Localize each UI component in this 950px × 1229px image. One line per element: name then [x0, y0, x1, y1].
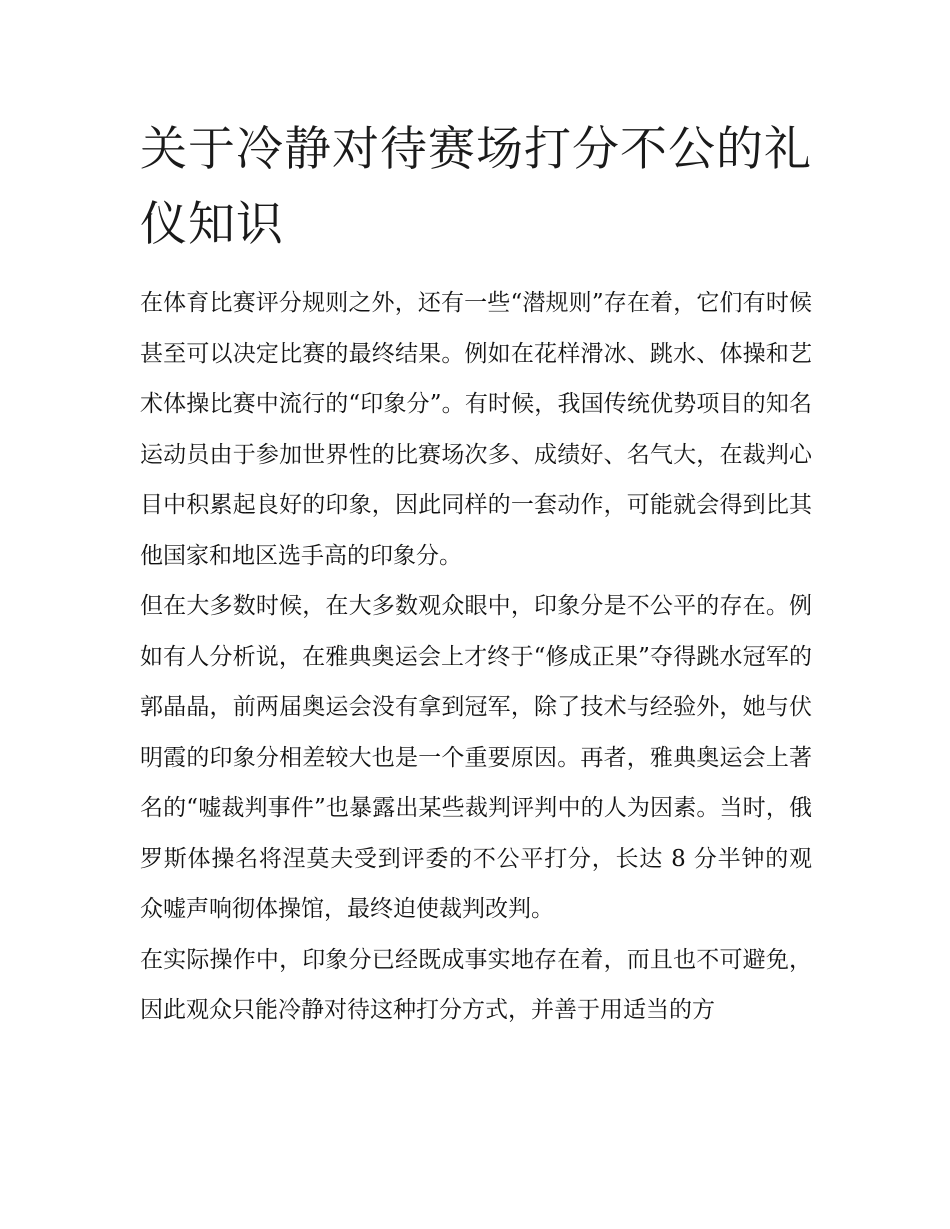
paragraph-2: 但在大多数时候，在大多数观众眼中，印象分是不公平的存在。例如有人分析说，在雅典奥运会上才终于“修成正果”夺得跳水冠军的郭晶晶，前两届奥运会没有拿到冠军，除了技术与经验外，她与伏明霞的印象分相差较大也是一个重要原因。再者，雅典奥运会上著名的“嘘裁判事件”也暴露出某些裁判评判中的人为因素。当时，俄罗斯体操名将涅莫夫受到评委的不公平打分，长达 8 分半钟的观众嘘声响彻体操馆，最终迫使裁判改判。	[140, 593, 812, 922]
paragraph-1: 在体育比赛评分规则之外，还有一些“潜规则”存在着，它们有时候甚至可以决定比赛的最终结果。例如在花样滑冰、跳水、体操和艺术体操比赛中流行的“印象分”。有时候，我国传统优势项目的知名运动员由于参加世界性的比赛场次多、成绩好、名气大，在裁判心目中积累起良好的印象，因此同样的一套动作，可能就会得到比其他国家和地区选手高的印象分。	[140, 290, 812, 569]
document-title: 关于冷静对待赛场打分不公的礼仪知识	[140, 122, 812, 252]
paragraph-3: 在实际操作中，印象分已经既成事实地存在着，而且也不可避免，因此观众只能冷静对待这种打分方式，并善于用适当的方	[140, 946, 812, 1023]
document-page	[140, 112, 812, 1036]
